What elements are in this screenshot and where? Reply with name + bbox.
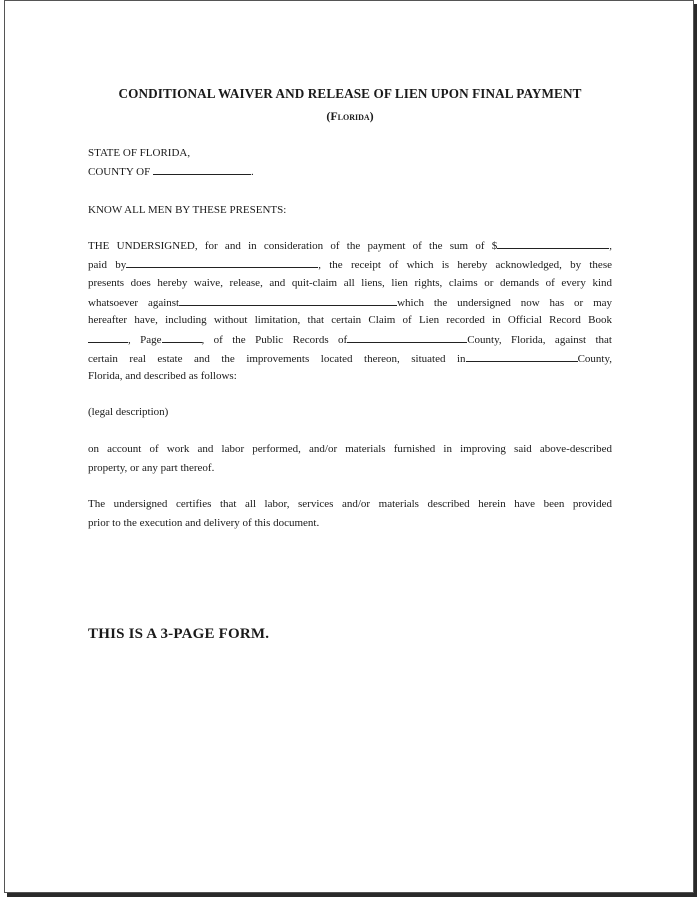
para1-line4-end: which the undersigned now has or may bbox=[397, 297, 613, 309]
page-blank-field[interactable] bbox=[162, 332, 202, 343]
para1-line4 bbox=[88, 295, 612, 310]
para1-line6 bbox=[88, 332, 612, 347]
records-county-blank-field[interactable] bbox=[347, 332, 467, 343]
situated-county-blank-field[interactable] bbox=[466, 351, 578, 362]
paid-by-blank-field[interactable] bbox=[126, 257, 318, 268]
para1-line1-text: THE UNDERSIGNED, for and in consideration of the payment of the sum of $ bbox=[88, 240, 498, 252]
para1-line3 bbox=[88, 276, 612, 290]
payment-sum-blank-field[interactable] bbox=[497, 238, 609, 249]
document-title: CONDITIONAL WAIVER AND RELEASE OF LIEN UPON FINAL PAYMENT bbox=[118, 86, 582, 101]
page-count-notice: THIS IS A 3-PAGE FORM. bbox=[88, 626, 270, 642]
county-blank-field[interactable] bbox=[153, 164, 251, 175]
para1-line8-text: Florida, and described as follows: bbox=[88, 370, 237, 382]
para1-line6-end: County, Florida, against that bbox=[467, 334, 612, 346]
situated-label: certain real estate and the improvements located thereon, situated in bbox=[88, 353, 466, 365]
para1-line1-end: , bbox=[609, 240, 612, 252]
para3-line2 bbox=[88, 516, 319, 530]
page-label: , Page bbox=[128, 334, 162, 346]
para1-line5 bbox=[88, 313, 612, 327]
para1-line1 bbox=[88, 238, 612, 253]
legal-description-line bbox=[88, 405, 168, 419]
para1-line2 bbox=[88, 257, 612, 272]
document-subtitle: (Florida) bbox=[326, 109, 374, 123]
para2-line1-text: on account of work and labor performed, and/or materials furnished in improving said above-described bbox=[88, 443, 612, 455]
para3-line1 bbox=[88, 497, 612, 511]
para1-line2-end: , the receipt of which is hereby acknowledged, by these bbox=[318, 259, 612, 271]
para3-line2-text: prior to the execution and delivery of this document. bbox=[88, 517, 320, 529]
know-all-line bbox=[88, 203, 286, 217]
county-label: COUNTY OF bbox=[88, 166, 151, 178]
para1-line7 bbox=[88, 351, 612, 366]
state-text: STATE OF FLORIDA, bbox=[88, 147, 191, 159]
against-label: whatsoever against bbox=[88, 297, 180, 309]
legal-description-text: (legal description) bbox=[88, 406, 169, 418]
para2-line1 bbox=[88, 442, 612, 456]
para2-line2-text: property, or any part thereof. bbox=[88, 462, 215, 474]
against-blank-field[interactable] bbox=[179, 295, 397, 306]
record-book-blank-field[interactable] bbox=[88, 332, 128, 343]
para1-line8 bbox=[88, 369, 237, 383]
know-all-text: KNOW ALL MEN BY THESE PRESENTS: bbox=[88, 204, 287, 216]
county-line bbox=[88, 164, 254, 179]
state-line bbox=[88, 146, 190, 160]
para1-line3-text: presents does hereby waive, release, and quit-claim all liens, lien rights, claims or demands of every kind bbox=[88, 277, 612, 289]
public-records-label: , of the Public Records of bbox=[201, 334, 348, 346]
county-end: . bbox=[251, 166, 254, 178]
para1-line5-text: hereafter have, including without limitation, that certain Claim of Lien recorded in Official Record Book bbox=[88, 314, 612, 326]
para3-line1-text: The undersigned certifies that all labor, services and/or materials described herein have been provided bbox=[88, 498, 612, 510]
paid-by-label: paid by bbox=[88, 259, 127, 271]
para2-line2 bbox=[88, 461, 214, 475]
para1-line7-end: County, bbox=[577, 353, 612, 365]
